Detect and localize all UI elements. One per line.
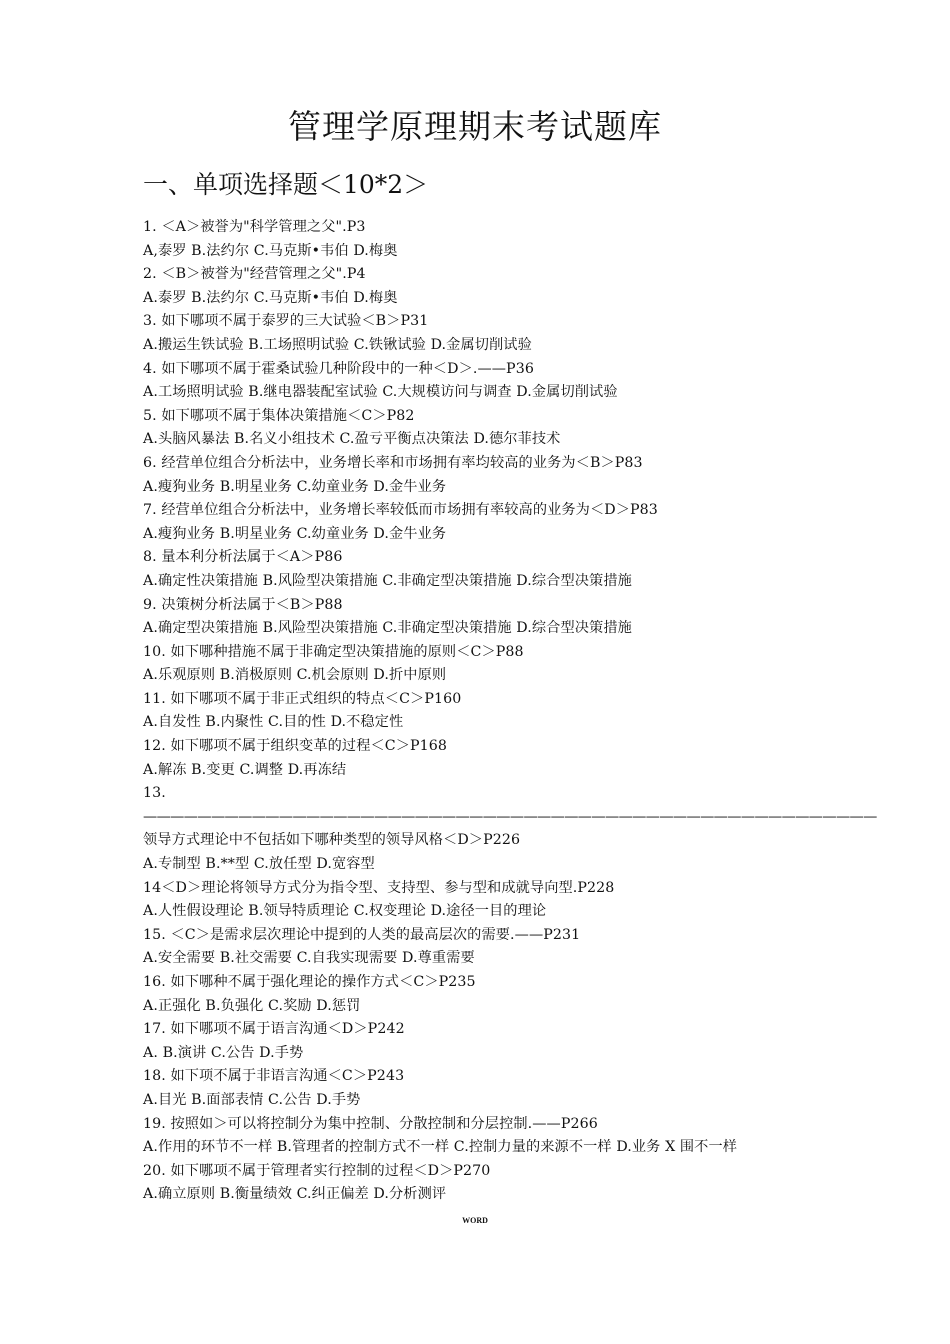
question-line: 12. 如下哪项不属于组织变革的过程＜C＞P168 [143, 738, 448, 755]
options-line: A,泰罗 B.法约尔 C.马克斯•韦伯 D.梅奥 [143, 242, 398, 259]
options-line: A.确定性决策措施 B.风险型决策措施 C.非确定型决策措施 D.综合型决策措施 [143, 572, 632, 589]
options-line: A.头脑风暴法 B.名义小组技术 C.盈亏平衡点决策法 D.德尔菲技术 [143, 431, 561, 448]
question-line: 6. 经营单位组合分析法中，业务增长率和市场拥有率均较高的业务为＜B＞P83 [143, 454, 643, 471]
question-line: 9. 决策树分析法属于＜B＞P88 [143, 596, 343, 613]
question-line: 11. 如下哪项不属于非正式组织的特点＜C＞P160 [143, 690, 462, 707]
question-line: 2. ＜B＞被誉为"经营管理之父".P4 [143, 266, 366, 283]
question-line: 19. 按照如＞可以将控制分为集中控制、分散控制和分层控制.——P266 [143, 1115, 598, 1132]
options-line: A.目光 B.面部表情 C.公告 D.手势 [143, 1091, 361, 1108]
question-line-13 [143, 782, 877, 853]
options-line: A.工场照明试验 B.继电器装配室试验 C.大规模访问与调查 D.金属切削试验 [143, 384, 618, 401]
options-line: A.解冻 B.变更 C.调整 D.再冻结 [143, 761, 347, 778]
options-line: A.瘦狗业务 B.明星业务 C.幼童业务 D.金牛业务 [143, 478, 447, 495]
question-line: 4. 如下哪项不属于霍桑试验几种阶段中的一种＜D＞.——P36 [143, 360, 534, 377]
question-line: 3. 如下哪项不属于泰罗的三大试验＜B＞P31 [143, 313, 429, 330]
question-line: 5. 如下哪项不属于集体决策措施＜C＞P82 [143, 407, 415, 424]
question-list [143, 216, 877, 1207]
options-line: A.作用的环节不一样 B.管理者的控制方式不一样 C.控制力量的来源不一样 D.业务 X 围不一样 [143, 1139, 738, 1156]
options-line: A.搬运生铁试验 B.工场照明试验 C.铁锹试验 D.金属切削试验 [143, 336, 532, 353]
options-line: A.正强化 B.负强化 C.奖励 D.惩罚 [143, 997, 361, 1014]
question-line: 18. 如下项不属于非语言沟通＜C＞P243 [143, 1068, 405, 1085]
question-line: 20. 如下哪项不属于管理者实行控制的过程＜D＞P270 [143, 1162, 491, 1179]
options-line: A.人性假设理论 B.领导特质理论 C.权变理论 D.途径一目的理论 [143, 903, 547, 920]
question-line: 7. 经营单位组合分析法中，业务增长率较低而市场拥有率较高的业务为＜D＞P83 [143, 502, 658, 519]
options-line: A.确立原则 B.衡量绩效 C.纠正偏差 D.分析测评 [143, 1186, 447, 1203]
question-line: 16. 如下哪种不属于强化理论的操作方式＜C＞P235 [143, 974, 476, 990]
options-line: A.瘦狗业务 B.明星业务 C.幼童业务 D.金牛业务 [143, 525, 447, 542]
question-text: 领导方式理论中不包括如下哪种类型的领导风格＜D＞P226 [143, 832, 521, 849]
options-line: A.专制型 B.**型 C.放任型 D.宽容型 [143, 856, 375, 873]
section-heading: 一、单项选择题＜10*2＞ [143, 170, 429, 199]
question-number: 13. [143, 785, 166, 802]
options-line: A.泰罗 B.法约尔 C.马克斯•韦伯 D.梅奥 [143, 289, 398, 306]
options-line: A.确定型决策措施 B.风险型决策措施 C.非确定型决策措施 D.综合型决策措施 [143, 620, 632, 637]
question-line: 15. ＜C＞是需求层次理论中提到的人类的最高层次的需要.——P231 [143, 926, 581, 943]
question-line: 14＜D＞理论将领导方式分为指令型、支持型、参与型和成就导向型.P228 [143, 879, 615, 896]
question-line: 1. ＜A＞被誉为"科学管理之父".P3 [143, 219, 366, 235]
question-line: 17. 如下哪项不属于语言沟通＜D＞P242 [143, 1021, 405, 1038]
options-line: A. B.演讲 C.公告 D.手势 [143, 1044, 304, 1061]
options-line: A.安全需要 B.社交需要 C.自我实现需要 D.尊重需要 [143, 950, 475, 967]
options-line: A.乐观原则 B.消极原则 C.机会原则 D.折中原则 [143, 667, 447, 684]
page-title: 管理学原理期末考试题库 [288, 107, 662, 146]
question-line: 10. 如下哪种措施不属于非确定型决策措施的原则＜C＞P88 [143, 643, 524, 660]
page-footer: WORD [462, 1216, 488, 1225]
options-line: A.自发性 B.内聚性 C.目的性 D.不稳定性 [143, 714, 404, 731]
question-line: 8. 量本利分析法属于＜A＞P86 [143, 549, 343, 566]
dash-rule: —————————————————————————————————————————————————————— [143, 808, 877, 825]
